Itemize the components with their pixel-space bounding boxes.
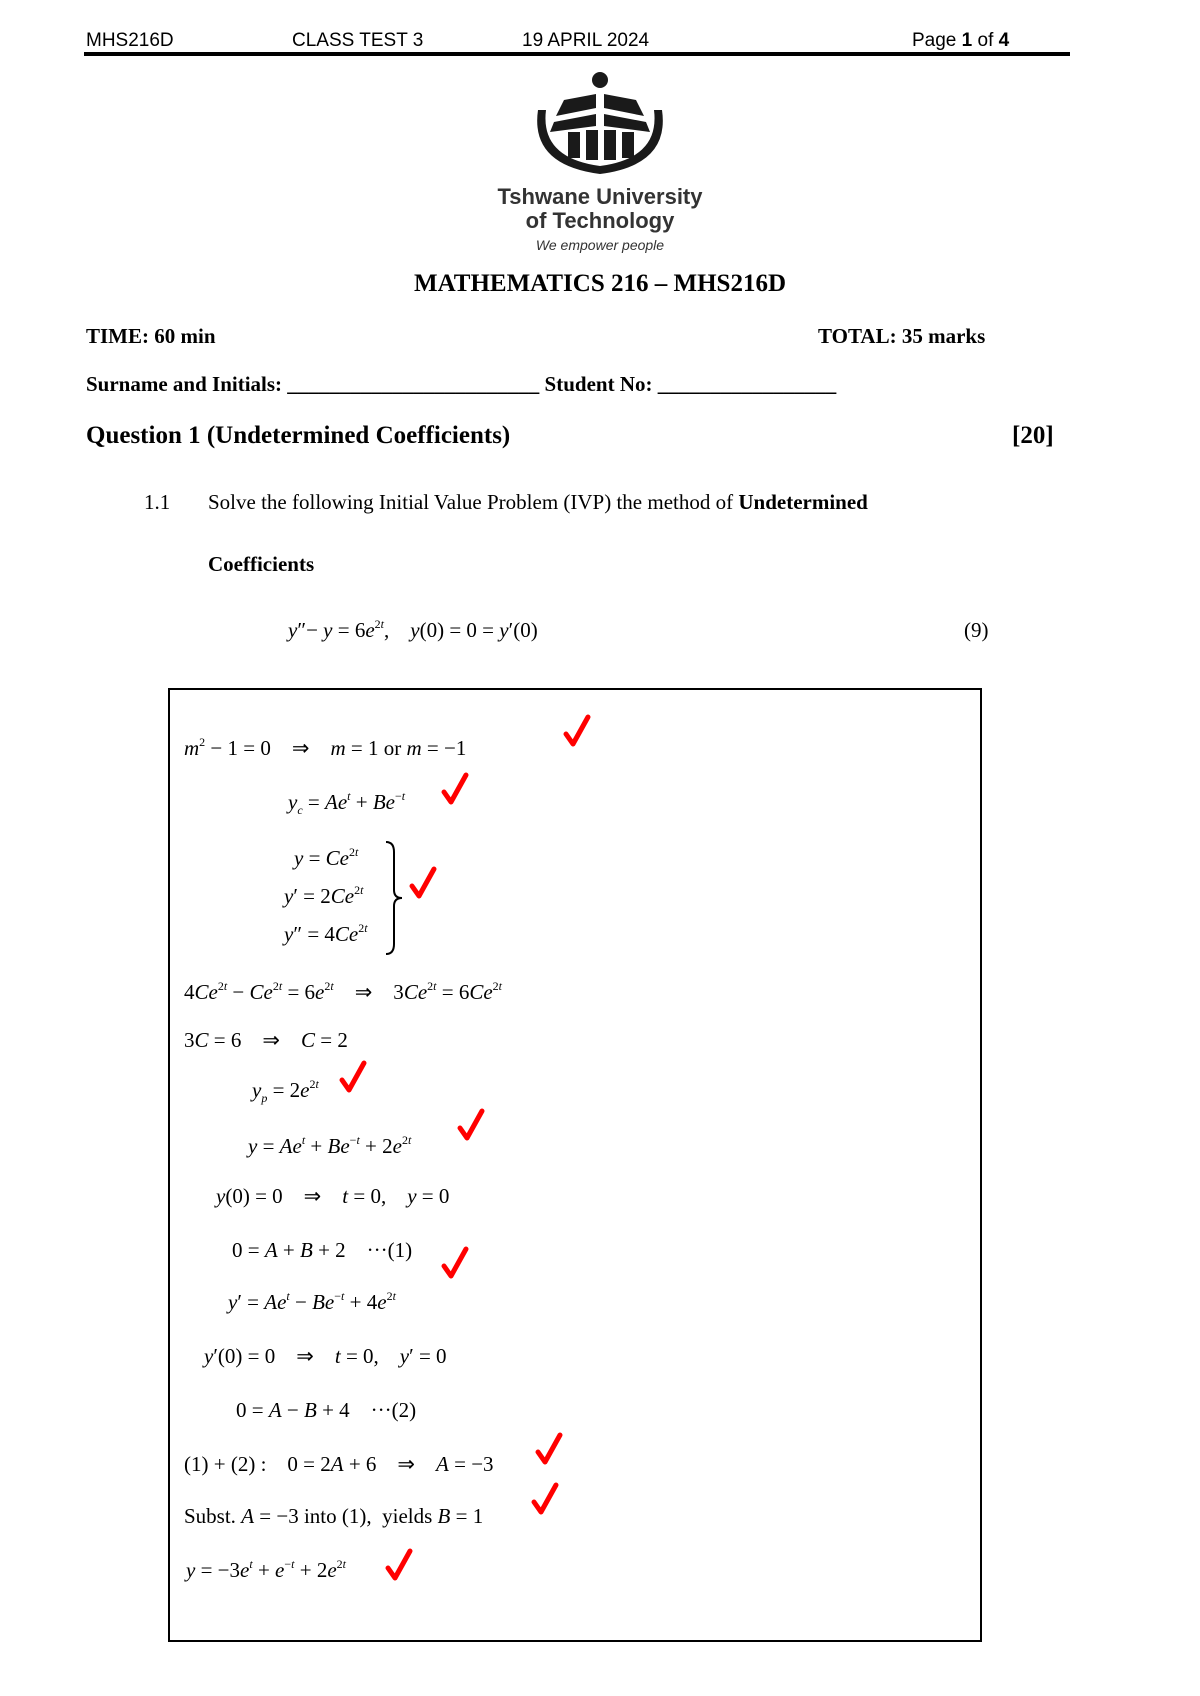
red-tick-icon <box>408 866 438 900</box>
red-tick-icon <box>440 772 470 806</box>
red-tick-icon <box>440 1246 470 1280</box>
logo-tagline: We empower people <box>535 237 665 253</box>
tut-emblem-icon <box>520 70 680 180</box>
general-solution: $y = Ae^t + Be^{-t} + 2e^{2t}$ <box>248 1133 412 1158</box>
student-details-line <box>86 372 836 397</box>
particular-solution: $y_p = 2e^{2t}$ <box>252 1077 319 1105</box>
instruction-lead: Solve the following Initial Value Problem (IVP) the method of <box>208 490 739 514</box>
substitution-equation: $4Ce^{2t} - Ce^{2t} = 6e^{2t}$ ⇒ $3Ce^{2t} = 6Ce^{2t}$ <box>184 979 502 1004</box>
derivative-general-solution: $y' = Ae^t - Be^{-t} + 4e^{2t}$ <box>228 1289 396 1314</box>
equation-2: 0 = A − B + 4 ···(2) <box>236 1398 417 1422</box>
red-tick-icon <box>456 1108 486 1142</box>
subquestion-marks: (9) <box>964 618 989 642</box>
red-tick-icon <box>338 1060 368 1094</box>
surname-field[interactable]: Surname and Initials: ________________________ <box>86 372 540 396</box>
logo-name-line1: Tshwane University <box>497 184 703 209</box>
student-number-field[interactable]: Student No: _________________ <box>539 372 837 396</box>
trial-solution: $y = Ce^{2t}$ <box>294 845 359 870</box>
final-solution: $y = -3e^t + e^{-t} + 2e^{2t}$ <box>186 1557 346 1582</box>
time-allowed: TIME: 60 min <box>86 324 216 348</box>
subquestion-number: 1.1 <box>144 490 171 514</box>
question-marks: [20] <box>1012 422 1054 449</box>
subquestion-instruction <box>208 490 868 515</box>
logo-name-line2: of Technology <box>525 208 675 233</box>
test-name: CLASS TEST 3 <box>292 30 424 51</box>
page-number <box>912 30 1009 52</box>
equation-1: 0 = A + B + 2 ···(1) <box>232 1238 413 1262</box>
red-tick-icon <box>384 1548 414 1582</box>
answer-box <box>168 688 982 1642</box>
page-current: 1 <box>961 30 973 51</box>
page-of: of <box>972 30 999 51</box>
complementary-solution: $y_c = Ae^t + Be^{-t}$ <box>288 789 406 817</box>
red-tick-icon <box>530 1482 560 1516</box>
trial-first-derivative: $y' = 2Ce^{2t}$ <box>284 883 364 908</box>
initial-condition-2: y′(0) = 0 ⇒ t = 0, y′ = 0 <box>204 1344 447 1368</box>
test-date: 19 APRIL 2024 <box>522 30 650 51</box>
auxiliary-equation: $m^2 - 1 = 0$ ⇒ m = 1 or m = −1 <box>184 735 467 760</box>
header-divider <box>84 52 1070 56</box>
ivp-equation: $y''- y = 6e^{2t}$, y(0) = 0 = y′(0) <box>288 617 538 642</box>
red-tick-icon <box>562 714 592 748</box>
trial-second-derivative: $y'' = 4Ce^{2t}$ <box>284 921 368 946</box>
page-prefix: Page <box>912 30 962 51</box>
right-brace-icon <box>384 840 406 956</box>
solve-for-b: Subst. A = −3 into (1), yields B = 1 <box>184 1504 484 1528</box>
initial-condition-1: y(0) = 0 ⇒ t = 0, y = 0 <box>216 1184 450 1208</box>
solve-for-c: 3C = 6 ⇒ C = 2 <box>184 1028 348 1052</box>
total-marks: TOTAL: 35 marks <box>818 324 986 348</box>
solve-for-a: (1) + (2) : 0 = 2A + 6 ⇒ A = −3 <box>184 1452 494 1476</box>
page-total: 4 <box>998 30 1010 51</box>
page-title: MATHEMATICS 216 – MHS216D <box>414 270 786 297</box>
university-logo <box>440 70 760 260</box>
red-tick-icon <box>534 1432 564 1466</box>
instruction-bold-1: Undetermined <box>738 490 868 514</box>
question-heading: Question 1 (Undetermined Coefficients) <box>86 422 511 449</box>
instruction-bold-2: Coefficients <box>208 552 315 576</box>
course-code: MHS216D <box>86 30 174 51</box>
